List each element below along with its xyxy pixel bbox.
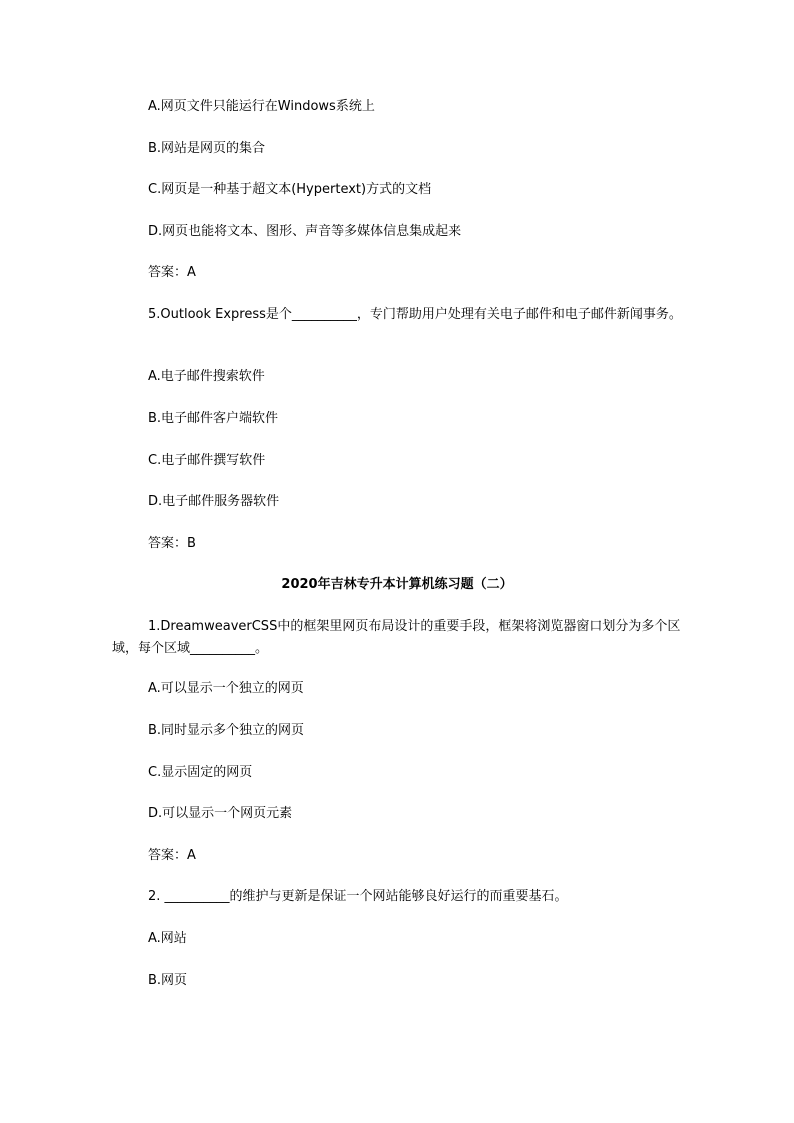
s2-q1-answer: 答案：A xyxy=(148,848,196,863)
s2-q2-option-a: A.网站 xyxy=(148,931,187,946)
q5-option-a: A.电子邮件搜索软件 xyxy=(148,369,265,384)
q4-option-c: C.网页是一种基于超文本(Hypertext)方式的文档 xyxy=(148,182,432,197)
q4-option-a: A.网页文件只能运行在Windows系统上 xyxy=(148,99,375,114)
q4-answer: 答案：A xyxy=(148,265,196,280)
q5-option-b: B.电子邮件客户端软件 xyxy=(148,411,279,426)
s2-q1-question: 1.DreamweaverCSS中的框架里网页布局设计的重要手段，框架将浏览器窗口划分为多个区域，每个区域__________。 xyxy=(112,619,681,656)
s2-q2-question: 2. __________的维护与更新是保证一个网站能够良好运行的而重要基石。 xyxy=(148,889,568,904)
s2-q1-option-c: C.显示固定的网页 xyxy=(148,765,253,780)
q5-option-c: C.电子邮件撰写软件 xyxy=(148,453,266,468)
q4-option-b: B.网站是网页的集合 xyxy=(148,141,266,156)
s2-q2-option-b: B.网页 xyxy=(148,973,188,988)
s2-q1-option-a: A.可以显示一个独立的网页 xyxy=(148,681,304,696)
section-title: 2020年吉林专升本计算机练习题（二） xyxy=(281,577,513,592)
q5-answer: 答案：B xyxy=(148,536,196,551)
q5-option-d: D.电子邮件服务器软件 xyxy=(148,494,280,509)
q5-question: 5.Outlook Express是个__________，专门帮助用户处理有关电子邮件和电子邮件新闻事务。 xyxy=(148,307,682,322)
q4-option-d: D.网页也能将文本、图形、声音等多媒体信息集成起来 xyxy=(148,224,462,239)
s2-q1-option-b: B.同时显示多个独立的网页 xyxy=(148,723,305,738)
s2-q1-option-d: D.可以显示一个网页元素 xyxy=(148,806,293,821)
